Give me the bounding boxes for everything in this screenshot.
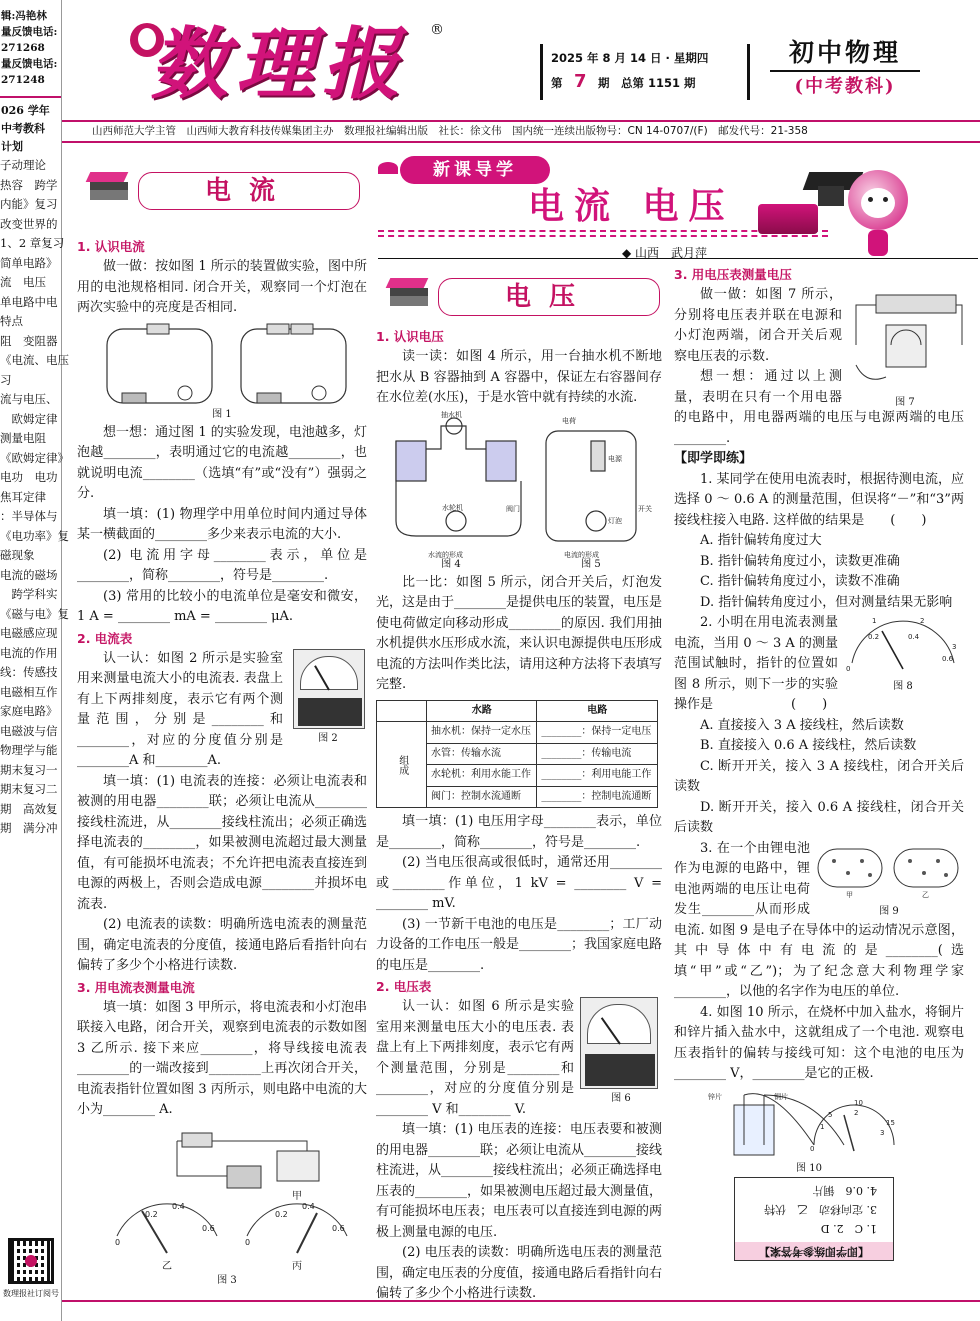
- current-column: [77, 236, 367, 1296]
- sidebar-line: 流 电压: [0, 275, 46, 289]
- sidebar-line: 026 学年: [1, 104, 50, 117]
- sidebar-line: 《磁与电》复: [0, 606, 69, 621]
- heading-measure-current: 3. 用电流表测量电流: [77, 979, 195, 995]
- sidebar-line: 单电路中电: [0, 294, 58, 309]
- svg-text:电荷: 电荷: [562, 416, 576, 425]
- sidebar-line: 电功 电功: [0, 470, 58, 484]
- figure-caption: 图 1: [212, 408, 232, 420]
- svg-text:电源: 电源: [608, 454, 622, 463]
- sidebar-line: 电磁相互作: [0, 684, 58, 699]
- svg-text:0.6: 0.6: [942, 655, 954, 663]
- figure-sublabel: 乙: [162, 1260, 172, 1272]
- paragraph: 填一填：(1) 电压表的连接：电压表要和被测的用电器________联；必须让电流从________接线柱流进，从________接线柱流出；必须正确选择电压表的________，如果被测电压超过最大测量值，有可能损坏电压表；电压表可以直接连到电源的两极上测量电源的电压.: [376, 1122, 663, 1240]
- svg-text:3: 3: [880, 1128, 885, 1137]
- paragraph: 认一认：如图 2 所示是实验室用来测量电流大小的电流表. 表盘上有上下两排刻度，表示它有两个测量范围，分别是________和________，对应的分度值分别是________A 和________A.: [77, 650, 283, 768]
- issue-box: [540, 44, 750, 100]
- paragraph: (3) 一节新干电池的电压是________；工厂动力设备的工作电压一般是________；我国家庭电路的电压是________.: [376, 916, 663, 973]
- sidebar-line: 流与电压、: [0, 392, 58, 406]
- paragraph: 做一做：如图 7 所示，分别将电压表并联在电源和小灯泡两端，闭合开关后观察电压表的示数.: [674, 287, 842, 364]
- paragraph: 填一填：(1) 电流表的连接：必须让电流表和被测的用电器________联；必须让电流从________接线柱流进，从________接线柱流出；必须正确选择电流表的________，如果被测电流超过最大测量值，有可能损坏电流表；不允许把电流表直接连到电源的两极上，否则会造成电源________并损坏电流表.: [77, 773, 367, 912]
- figure-3: [77, 1121, 367, 1291]
- sidebar-line: 家庭电路》: [0, 704, 58, 718]
- question-4: 4. 如图 10 所示，在烧杯中加入盐水，将铜片和锌片插入盐水中，这就组成了一个电池. 观察电压表指针的偏转与接线可知：这个电池的电压为________ V，________是它的正极.: [674, 1004, 964, 1081]
- issue-date: 2025 年 8 月 14 日 · 星期四: [551, 51, 709, 65]
- svg-text:5: 5: [828, 1110, 833, 1119]
- sidebar-line: 《电流、电压: [0, 353, 69, 367]
- sidebar-line: 简单电路》: [0, 255, 58, 270]
- paragraph: 读一读：如图 4 所示，用一台抽水机不断地把水从 B 容器抽到 A 容器中，保证左右容器间存在水位差(水压)，于是水管中就有持续的水流.: [376, 349, 662, 405]
- qr-code[interactable]: [8, 1238, 54, 1284]
- svg-text:灯泡: 灯泡: [608, 516, 622, 525]
- paragraph: 想一想：通过以上测量，表明在只有一个用电器的电路中，用电器两端的电压与电源两端的电压________.: [674, 369, 964, 446]
- paragraph: 做一做：按如图 1 所示的装置做实验，图中所用的电池规格相同. 闭合开关，观察同一个灯泡在两次实验中的亮度是否相同.: [77, 259, 367, 315]
- svg-text:1: 1: [872, 617, 877, 625]
- sidebar-line: 1、2 章复习: [0, 236, 65, 250]
- figure-10: [674, 1085, 964, 1177]
- sidebar-line: 测量电阻: [0, 431, 46, 445]
- sidebar-line: 电磁感应现: [0, 626, 58, 640]
- sidebar-line: 辑:冯艳林: [1, 10, 47, 22]
- svg-text:阀门: 阀门: [506, 504, 520, 513]
- question-1: 1. 某同学在使用电流表时，根据待测电流，应选择 0 ～ 0.6 A 的测量范围，但误将“－”和“3”两接线柱接入电路. 这样做的结果是 ( ): [674, 471, 964, 528]
- heading-measure-voltage: 3. 用电压表测量电压: [674, 267, 792, 282]
- svg-text:锌片: 锌片: [708, 1092, 722, 1101]
- figure-caption: 图 9: [879, 906, 899, 917]
- sidebar-line: 电磁波与信: [0, 723, 58, 738]
- current-section-title: 电流: [138, 172, 360, 210]
- svg-text:10: 10: [854, 1098, 863, 1107]
- question-2: 2. 小明在用电流表测量电流，当用 0 ～ 3 A 的测量范围试触时，指针的位置如图 8 所示，则下一步的实验操作是 ( ): [674, 615, 838, 712]
- plan-list: [0, 156, 69, 839]
- svg-text:乙: 乙: [922, 890, 929, 899]
- sidebar-line: 特点: [0, 314, 23, 328]
- sidebar-line: 热容 跨学: [0, 177, 58, 192]
- author-line: ◆ 山西 武月萍: [622, 246, 708, 260]
- svg-text:抽水机: 抽水机: [441, 410, 462, 419]
- voltage-section-title: 电压: [438, 278, 660, 316]
- edition-label: (中考教科): [794, 76, 896, 97]
- sidebar-line: 271268: [1, 42, 45, 54]
- figure-caption: 图 10: [796, 1162, 822, 1174]
- sidebar-line: 物理学与能: [0, 743, 58, 757]
- sidebar-line: 焦耳定律: [0, 489, 46, 504]
- book-stack-icon: [88, 172, 128, 202]
- sidebar-line: 电流的作用: [0, 645, 58, 660]
- sidebar-line: 阻 变阻器: [0, 333, 58, 348]
- book-stack-icon: [388, 278, 428, 308]
- practice-heading: 【即学即练】: [674, 451, 753, 466]
- sidebar-line: 期末复习一: [0, 762, 58, 777]
- figure-caption: 图 7: [895, 396, 915, 408]
- svg-text:水轮机: 水轮机: [442, 503, 463, 512]
- figure-sublabel: 甲: [292, 1190, 302, 1202]
- sidebar-line: 量反馈电话:: [1, 26, 58, 38]
- figure-caption: 图 8: [893, 680, 913, 692]
- q1-options: A. 指针偏转角度过大 B. 指针偏转角度过小，读数更准确 C. 指针偏转角度过小，读数不准确 D. 指针偏转角度过小，但对测量结果无影响: [700, 533, 953, 610]
- sidebar-line: ：半导体与: [0, 509, 58, 523]
- svg-text:0.4: 0.4: [302, 1201, 315, 1211]
- sidebar-line: 量反馈电话:: [1, 58, 58, 70]
- svg-text:0.2: 0.2: [275, 1209, 288, 1219]
- sidebar-line: 改变世界的: [0, 216, 58, 231]
- paragraph: 想一想：通过图 1 的实验发现，电池越多，灯泡越________，表明通过它的电流越________，也就说明电流________（选填“有”或“没有”）强弱之分.: [77, 424, 367, 501]
- svg-text:0.2: 0.2: [145, 1209, 158, 1219]
- analogy-table: 水路 电路 组成 抽水机：保持一定水压 ________：保持一定电压 水管：传输水流 ________：传输电流 水轮机：利用水能工作 ________：利用电能工作 阀门：控制水流通断 ________：控制电流通断: [376, 700, 658, 809]
- paragraph: 比一比：如图 5 所示，闭合开关后，灯泡发光，这是由于________是提供电压的装置，电压是使电荷做定向移动形成________的原因. 我们用抽水机提供水压形成水流，来认识电源提供电压形成电流的方法叫作类比法，请用这种方法将下表填写完整.: [376, 574, 663, 692]
- svg-text:0.2: 0.2: [868, 633, 880, 641]
- svg-text:15: 15: [886, 1118, 895, 1127]
- svg-text:0: 0: [846, 665, 851, 673]
- svg-text:2: 2: [920, 617, 925, 625]
- registered-mark: ®: [430, 22, 444, 38]
- newspaper-logo: [130, 15, 444, 115]
- sidebar-line: 欧姆定律: [0, 411, 58, 426]
- publisher-info: 山西师范大学主管 山西师大教育科技传媒集团主办 数理报社编辑出版 社长：徐文伟 国内统一连续出版物号：CN 14-0707/(F) 邮发代号：21-358: [92, 125, 808, 137]
- figure-1: [77, 321, 367, 421]
- paragraph: 填一填：如图 3 甲所示，将电流表和小灯泡串联接入电路，闭合开关，观察到电流表的示数如图 3 乙所示. 接下来应________，将导线接电流表________的一端改接到________上再次闭合开关，电流表指针位置如图 3 丙所示，则电路中电流的大小为________ A.: [77, 999, 367, 1117]
- sidebar-line: 内能》复习: [0, 197, 58, 211]
- heading-ammeter: 2. 电流表: [77, 630, 133, 646]
- figure-caption: 图 5: [581, 558, 601, 570]
- section-tag: 新课导学: [400, 156, 550, 184]
- paragraph: (2) 电流表的读数：明确所选电流表的测量范围，确定电流表的分度值，接通电路后看指针向右偏转了多少个小格进行读数.: [77, 917, 367, 973]
- figure-caption: 图 2: [318, 732, 338, 744]
- heading-know-current: 1. 认识电流: [77, 239, 145, 254]
- paragraph: (2) 电流用字母________表示，单位是________，简称________，符号是________.: [77, 547, 367, 583]
- svg-text:2: 2: [854, 1108, 859, 1117]
- plan-title: [0, 102, 61, 156]
- banner-title: 电流 电压: [528, 186, 735, 227]
- banner: [378, 150, 980, 258]
- sidebar-line: 271248: [1, 74, 45, 86]
- logo-text: 数理报: [150, 19, 409, 110]
- heading-know-voltage: 1. 认识电压: [376, 329, 444, 344]
- answer-lines: 1. C 2. D 3. 定向移动 乙 伏特 4. 0.6 铜片: [764, 1183, 877, 1235]
- practice-column: [674, 264, 964, 1294]
- svg-text:0: 0: [115, 1237, 121, 1247]
- paragraph: (3) 常用的比较小的电流单位是毫安和微安，1 A = ________ mA = ________ μA.: [77, 588, 367, 624]
- sidebar-line: 电流的磁场: [0, 567, 58, 582]
- figure-6: [580, 997, 662, 1109]
- left-sidebar: [0, 0, 69, 1321]
- sidebar-line: 期 满分冲: [0, 821, 58, 835]
- sidebar-line: 期 高效复: [0, 801, 58, 816]
- sidebar-line: 《电功率》复: [0, 528, 69, 543]
- subject-title: 初中物理: [770, 36, 920, 72]
- question-3: 3. 在一个由锂电池作为电源的电路中，锂电池两端的电压让电荷发生________从而形成电流. 如图 9 是电子在导体中的运动情况示意图，其中导体中有电流的是________(选填“甲”或“乙”)；为了纪念意大利物理学家________，以他的名字作为电压的单位.: [674, 840, 964, 999]
- figure-4-5: [376, 411, 662, 571]
- figure-8: [842, 613, 964, 692]
- sidebar-line: 跨学科实: [0, 587, 58, 601]
- svg-text:1: 1: [820, 1122, 825, 1131]
- subject-block: [770, 36, 920, 102]
- issue-line: 第 7 期 总第 1151 期: [551, 71, 696, 92]
- voltage-column: [376, 326, 663, 1301]
- answer-box: [734, 1177, 894, 1261]
- sidebar-line: 习: [0, 372, 12, 387]
- issue-number: 7: [574, 71, 587, 92]
- figure-caption: 图 6: [611, 1093, 631, 1104]
- figure-caption: 图 4: [441, 558, 461, 570]
- svg-text:甲: 甲: [846, 890, 853, 899]
- figure-9: [814, 839, 964, 915]
- svg-text:0: 0: [810, 1144, 815, 1153]
- q2-options: A. 直接接入 3 A 接线柱，然后读数 B. 直接接入 0.6 A 接线柱，然后读数 C. 断开开关，接入 3 A 接线柱，闭合开关后读数 D. 断开开关，接入 0.6 A 接线柱，闭合开关后读数: [674, 717, 964, 835]
- figure-caption: 图 3: [217, 1274, 237, 1286]
- sidebar-line: 期末复习二: [0, 782, 58, 796]
- editor-contacts: [0, 0, 61, 88]
- paragraph: 填一填：(1) 物理学中用单位时间内通过导体某一横截面的________多少来表示电流的大小.: [77, 506, 367, 542]
- svg-text:开关: 开关: [638, 504, 652, 513]
- mascot-face: [848, 170, 908, 230]
- svg-text:电流的形成: 电流的形成: [564, 550, 599, 559]
- sidebar-line: 计划: [1, 140, 23, 153]
- svg-text:0.4: 0.4: [908, 633, 920, 641]
- svg-text:水流的形成: 水流的形成: [428, 550, 463, 559]
- paragraph: 认一认：如图 6 所示是实验室用来测量电压大小的电压表. 表盘上有上下两排刻度，表示它有两个测量范围，分别是________和________，对应的分度值分别是________ V 和________ V.: [376, 999, 574, 1117]
- svg-text:3: 3: [952, 643, 957, 651]
- heading-voltmeter: 2. 电压表: [376, 979, 432, 994]
- paragraph: 填一填：(1) 电压用字母________表示，单位是________，简称________，符号是________.: [376, 814, 662, 850]
- sidebar-line: 子动理论: [0, 158, 46, 172]
- sidebar-line: 磁现象: [0, 548, 35, 562]
- svg-text:铜片: 铜片: [774, 1092, 788, 1101]
- svg-text:0.4: 0.4: [172, 1201, 185, 1211]
- figure-7: [846, 285, 964, 408]
- sidebar-line: 线：传感技: [0, 665, 58, 679]
- figure-2: [289, 649, 367, 755]
- svg-text:0: 0: [245, 1237, 251, 1247]
- figure-sublabel: 丙: [292, 1260, 302, 1272]
- paragraph: (2) 电压表的读数：明确所选电压表的测量范围，确定电压表的分度值，接通电路后看指针向右偏转了多少个小格进行读数.: [376, 1245, 663, 1301]
- sidebar-line: 中考教科: [1, 122, 45, 135]
- answer-title: 【即学即练参考答案】: [735, 1242, 893, 1260]
- qr-caption: 数理报社订阅号: [3, 1289, 59, 1298]
- svg-text:0.6: 0.6: [332, 1223, 345, 1233]
- paragraph: (2) 当电压很高或很低时，通常还用________或________作单位，1 kV = ________ V = ________ mV.: [376, 855, 662, 911]
- svg-text:0.6: 0.6: [202, 1223, 215, 1233]
- sidebar-line: 《欧姆定律》: [0, 450, 69, 465]
